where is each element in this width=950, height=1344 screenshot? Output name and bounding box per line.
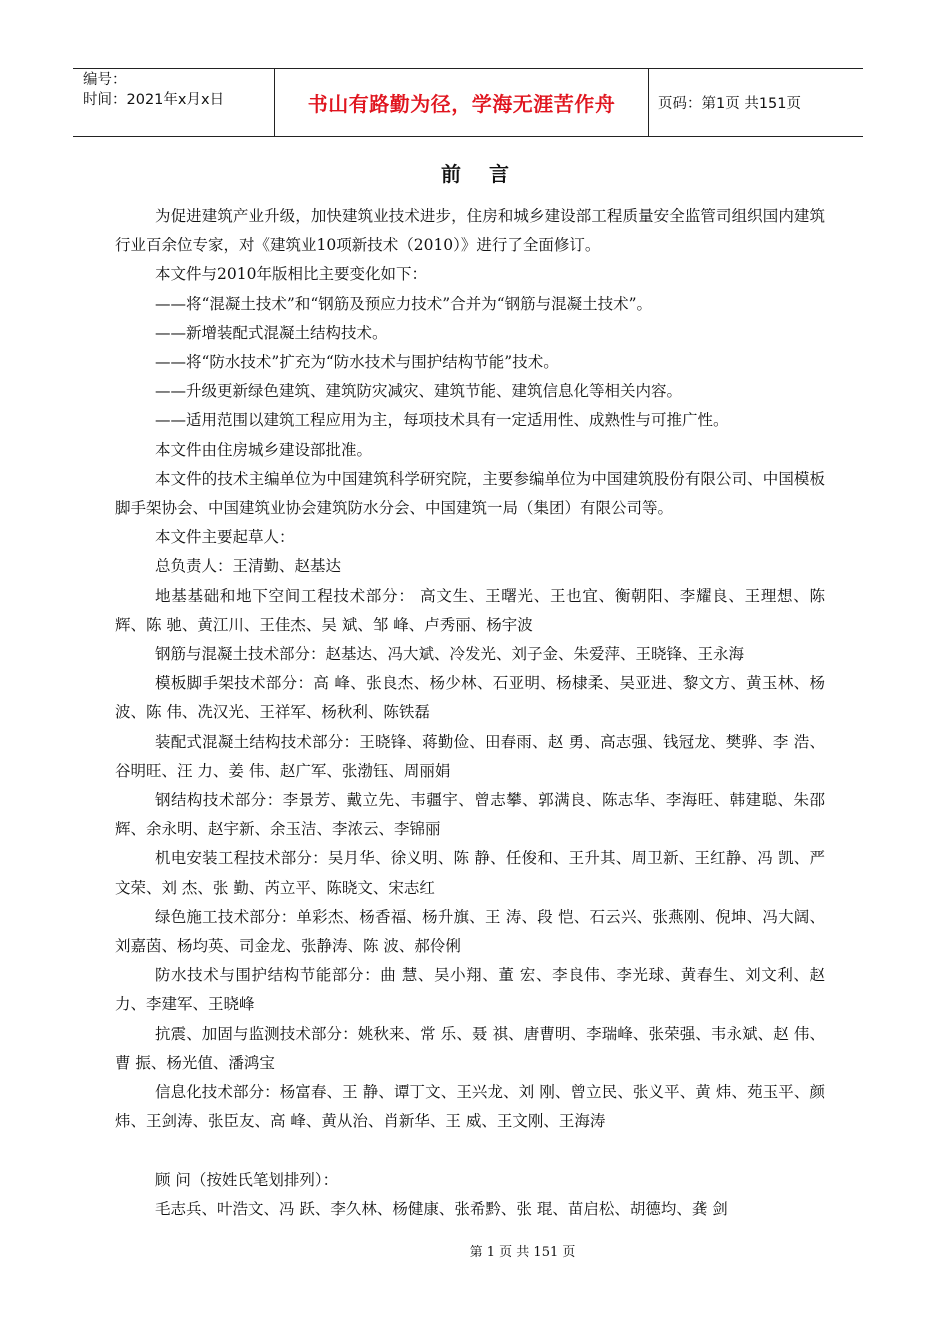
paragraph: 为促进建筑产业升级，加快建筑业技术进步，住房和城乡建设部工程质量安全监管司组织国内建筑行业百余位专家，对《建筑业10项新技术（2010）》进行了全面修订。 [115,207,825,255]
paragraph: 毛志兵、叶浩文、冯 跃、李久林、杨健康、张希黔、张 琨、苗启松、胡德均、龚 剑 [155,1199,728,1218]
paragraph: 机电安装工程技术部分：吴月华、徐义明、陈 静、任俊和、王升其、周卫新、王红静、冯 凯、严文荣、刘 杰、张 勤、芮立平、陈晓文、宋志红 [115,849,825,897]
paragraph: 防水技术与围护结构节能部分：曲 慧、吴小翔、董 宏、李良伟、李光球、黄春生、刘文利、赵 力、李建军、王晓峰 [115,966,825,1014]
paragraph: ——将“混凝土技术”和“钢筋及预应力技术”合并为“钢筋与混凝土技术”。 [155,294,653,313]
paragraph: 绿色施工技术部分：单彩杰、杨香福、杨升旗、王 涛、段 恺、石云兴、张燕刚、倪坤、冯大阔、刘嘉茵、杨均英、司金龙、张静涛、陈 波、郝伶俐 [115,907,825,956]
page-header [73,68,863,137]
number-label: 编号： [83,72,127,88]
paragraph: ——将“防水技术”扩充为“防水技术与围护结构节能”技术。 [155,353,559,372]
paragraph: ——升级更新绿色建筑、建筑防灾减灾、建筑节能、建筑信息化等相关内容。 [155,382,683,401]
paragraph: 信息化技术部分：杨富春、王 静、谭丁文、王兴龙、刘 刚、曾立民、张义平、黄 炜、苑玉平、颜 炜、王剑涛、张臣友、高 峰、黄从治、肖新华、王 威、王文刚、王海涛 [115,1083,825,1131]
page-footer: 第 1 页 共 151 页 [469,1245,576,1260]
paragraph: 模板脚手架技术部分：高 峰、张良杰、杨少林、石亚明、杨棣柔、吴亚进、黎文方、黄玉林、杨 波、陈 伟、冼汉光、王祥军、杨秋利、陈铁磊 [115,674,825,722]
document-body [115,202,825,1224]
time-label: 时间：2021年x月x日 [83,92,225,108]
paragraph: 钢筋与混凝土技术部分：赵基达、冯大斌、冷发光、刘子金、朱爱萍、王晓锋、王永海 [155,645,745,664]
paragraph: 抗震、加固与监测技术部分：姚秋来、常 乐、聂 祺、唐曹明、李瑞峰、张荣强、韦永斌、赵 伟、曹 振、杨光值、潘鸿宝 [115,1024,825,1072]
paragraph: 钢结构技术部分：李景芳、戴立先、韦疆宇、曾志攀、郭满良、陈志华、李海旺、韩建聪、朱邵辉、余永明、赵宇新、余玉洁、李浓云、李锦丽 [115,791,825,839]
paragraph: 本文件与2010年版相比主要变化如下： [155,265,427,284]
header-motto: 书山有路勤为径，学海无涯苦作舟 [275,69,649,136]
paragraph: 顾 问（按姓氏笔划排列）： [155,1170,339,1189]
document-title: 前言 [441,162,537,186]
paragraph: 装配式混凝土结构技术部分：王晓锋、蒋勤俭、田春雨、赵 勇、高志强、钱冠龙、樊骅、李 浩、谷明旺、汪 力、姜 伟、赵广军、张渤钰、周丽娟 [115,732,825,780]
paragraph: 本文件由住房城乡建设部批准。 [155,440,373,459]
header-meta [73,69,275,136]
paragraph: 本文件的技术主编单位为中国建筑科学研究院，主要参编单位为中国建筑股份有限公司、中国模板脚手架协会、中国建筑业协会建筑防水分会、中国建筑一局（集团）有限公司等。 [115,469,825,518]
paragraph: 本文件主要起草人： [155,528,295,547]
paragraph: 总负责人：王清勤、赵基达 [155,557,342,576]
header-page-info: 页码：第1页 共151页 [658,96,802,112]
paragraph: ——新增装配式混凝土结构技术。 [155,323,388,342]
paragraph: 地基基础和地下空间工程技术部分： 高文生、王曙光、王也宜、衡朝阳、李耀良、王理想、陈 辉、陈 驰、黄江川、王佳杰、吴 斌、邹 峰、卢秀丽、杨宇波 [115,586,825,634]
paragraph: ——适用范围以建筑工程应用为主，每项技术具有一定适用性、成熟性与可推广性。 [155,411,729,430]
